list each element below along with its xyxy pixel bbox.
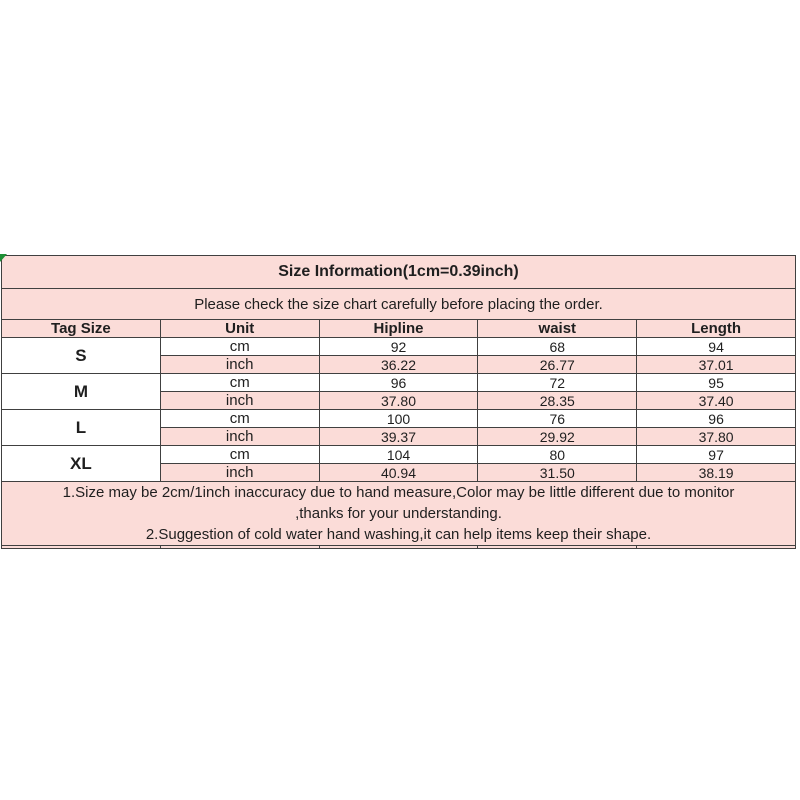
value-cell: 95 xyxy=(637,374,796,392)
unit-cell: inch xyxy=(160,392,319,410)
value-cell: 96 xyxy=(637,410,796,428)
column-header-row xyxy=(2,320,796,338)
value-cell: 31.50 xyxy=(478,464,637,482)
unit-cell: cm xyxy=(160,410,319,428)
value-cell: 96 xyxy=(319,374,478,392)
subtitle-row xyxy=(2,289,796,320)
table-row xyxy=(2,446,796,464)
value-cell: 94 xyxy=(637,338,796,356)
notes-block xyxy=(2,482,796,546)
value-cell: 37.80 xyxy=(637,428,796,446)
value-cell: 92 xyxy=(319,338,478,356)
value-cell: 26.77 xyxy=(478,356,637,374)
size-chart-title: Size Information(1cm=0.39inch) xyxy=(2,256,796,289)
value-cell: 29.92 xyxy=(478,428,637,446)
column-header-tag-size: Tag Size xyxy=(2,320,161,338)
notes-row xyxy=(2,482,796,546)
unit-cell: inch xyxy=(160,356,319,374)
column-header-hipline: Hipline xyxy=(319,320,478,338)
size-tag-cell: XL xyxy=(2,446,161,482)
table-row xyxy=(2,410,796,428)
size-tag-cell: S xyxy=(2,338,161,374)
value-cell: 39.37 xyxy=(319,428,478,446)
column-header-unit: Unit xyxy=(160,320,319,338)
size-chart-subtitle: Please check the size chart carefully before placing the order. xyxy=(2,289,796,320)
value-cell: 37.40 xyxy=(637,392,796,410)
spacer-row xyxy=(2,546,796,549)
unit-cell: inch xyxy=(160,464,319,482)
note-line-3: 2.Suggestion of cold water hand washing,it can help items keep their shape. xyxy=(145,526,652,543)
spacer-cell xyxy=(160,546,319,549)
size-table xyxy=(1,255,796,549)
size-tag-cell: L xyxy=(2,410,161,446)
column-header-length: Length xyxy=(637,320,796,338)
title-row xyxy=(2,256,796,289)
value-cell: 76 xyxy=(478,410,637,428)
value-cell: 68 xyxy=(478,338,637,356)
column-header-waist: waist xyxy=(478,320,637,338)
value-cell: 72 xyxy=(478,374,637,392)
value-cell: 100 xyxy=(319,410,478,428)
spacer-cell xyxy=(2,546,161,549)
unit-cell: cm xyxy=(160,446,319,464)
size-tag-cell: M xyxy=(2,374,161,410)
green-triangle-icon xyxy=(0,254,7,262)
value-cell: 37.80 xyxy=(319,392,478,410)
unit-cell: cm xyxy=(160,338,319,356)
table-row xyxy=(2,374,796,392)
value-cell: 38.19 xyxy=(637,464,796,482)
unit-cell: cm xyxy=(160,374,319,392)
unit-cell: inch xyxy=(160,428,319,446)
value-cell: 97 xyxy=(637,446,796,464)
note-line-2: ,thanks for your understanding. xyxy=(295,505,502,522)
value-cell: 80 xyxy=(478,446,637,464)
spacer-cell xyxy=(478,546,637,549)
value-cell: 36.22 xyxy=(319,356,478,374)
value-cell: 40.94 xyxy=(319,464,478,482)
value-cell: 37.01 xyxy=(637,356,796,374)
table-row xyxy=(2,338,796,356)
value-cell: 28.35 xyxy=(478,392,637,410)
value-cell: 104 xyxy=(319,446,478,464)
spacer-cell xyxy=(319,546,478,549)
spacer-cell xyxy=(637,546,796,549)
note-line-1: 1.Size may be 2cm/1inch inaccuracy due to hand measure,Color may be little different due to monitor xyxy=(62,484,735,501)
